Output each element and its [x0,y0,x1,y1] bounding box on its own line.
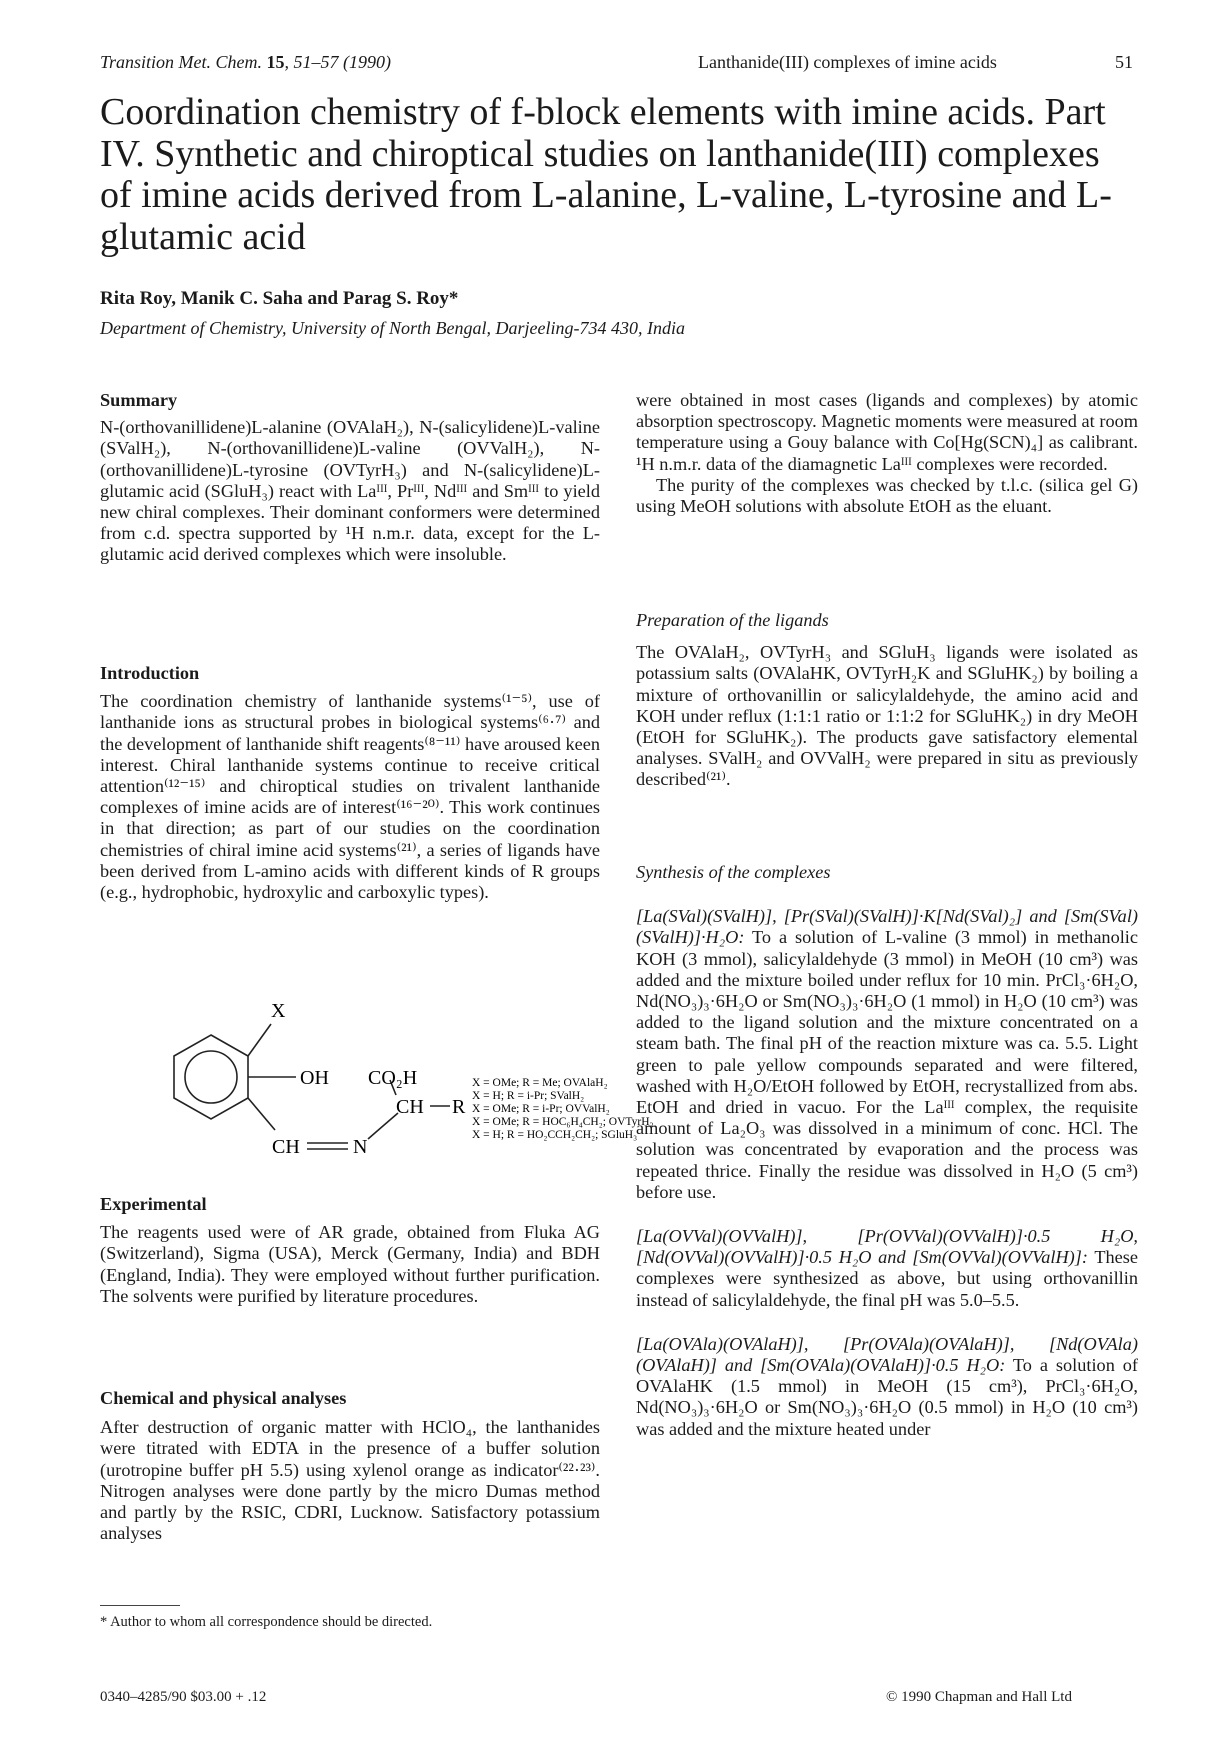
journal-name: Transition Met. Chem. [100,52,263,72]
legend-line: X = OMe; R = Me; OVAlaH₂ [472,1077,608,1089]
analyses-section [100,1388,600,1544]
summary-text: N-(orthovanillidene)L-alanine (OVAlaH₂), N-(salicylidene)L-valine (SValH₂), N-(orthovanillidene)L-valine (OVValH₂), N-(orthovanillidene)L-tyrosine (OVTyrH₃) and N-(salicylidene)L-glutamic acid (SGluH₃) react with Laᴵᴵᴵ, Prᴵᴵᴵ, Ndᴵᴵᴵ and Smᴵᴵᴵ to yield new chiral complexes. Their dominant conformers were determined from c.d. spectra supported by ¹H n.m.r. data, except for the L-glutamic acid derived complexes which were insoluble. [100,417,600,565]
purity-text: The purity of the complexes was checked by t.l.c. (silica gel G) using MeOH solutions with absolute EtOH as the eluant. [636,474,1138,517]
x-label: X [271,1000,286,1022]
article-affiliation: Department of Chemistry, University of North Bengal, Darjeeling-734 430, India [100,318,685,338]
legend-line: X = OMe; R = HOC₆H₄CH₂; OVTyrH₃ [472,1116,654,1128]
analyses-text: After destruction of organic matter with HClO₄, the lanthanides were titrated with EDTA in the presence of a buffer solution (urotropine buffer pH 5.5) using xylenol orange as indicator⁽²²·²³⁾. Nitrogen analyses were done partly by the micro Dumas method and partly by the RSIC, CDRI, Lucknow. Satisfactory potassium analyses [100,1417,600,1544]
experimental-text: The reagents used were of AR grade, obtained from Fluka AG (Switzerland), Sigma (USA), Merck (Germany, India) and BDH (England, India). They were employed without further purification. The solvents were purified by literature procedures. [100,1222,600,1306]
right-column-continuation [636,390,1138,517]
introduction-heading: Introduction [100,663,200,683]
n-ch-bond [368,1113,398,1139]
benzene-ring [174,1035,248,1119]
introduction-section [100,663,600,903]
imine-acid-structure [100,985,654,1170]
analyses-heading: Chemical and physical analyses [100,1388,347,1408]
legend-line: X = H; R = HO₂CCH₂CH₂; SGluH₃ [472,1129,638,1141]
synthesis-heading: Synthesis of the complexes [636,862,831,882]
synthesis-paragraph-2 [636,1226,1138,1311]
footnote-rule [100,1605,180,1606]
footnote: * Author to whom all correspondence should be directed. [100,1614,433,1630]
x-bond [248,1024,271,1056]
synthesis-paragraph-3 [636,1334,1138,1440]
introduction-text: The coordination chemistry of lanthanide systems⁽¹⁻⁵⁾, use of lanthanide ions as structural probes in biological systems⁽⁶·⁷⁾ and the development of lanthanide shift reagents⁽⁸⁻¹¹⁾ have aroused keen interest. Chiral lanthanide systems continue to receive critical attention⁽¹²⁻¹⁵⁾ and chiroptical studies on trivalent lanthanide complexes of imine acids are of interest⁽¹⁶⁻²⁰⁾. This work continues in that direction; as part of our studies on the coordination chemistries of chiral imine acid systems⁽²¹⁾, a series of ligands have been derived from L-amino acids with different kinds of R groups (e.g., hydrophobic, hydroxylic and carboxylic types). [100,691,600,903]
synthesis-paragraph-1 [636,906,1138,1203]
legend-line: X = OMe; R = i-Pr; OVValH₂ [472,1103,610,1115]
synthesis-1-text: To a solution of L-valine (3 mmol) in methanolic KOH (3 mmol), salicylaldehyde (3 mmol) in MeOH (10 cm³) was added and the mixture boiled under reflux for 10 min. PrCl₃·6H₂O, Nd(NO₃)₃·6H₂O or Sm(NO₃)₃·6H₂O (1 mmol) in H₂O (10 cm³) was added to the ligand solution and the mixture concentrated on a steam bath. The final pH of the reaction mixture was ca. 5.5. Light green to pale yellow compounds separated and were filtered, washed with H₂O/EtOH followed by EtOH, recrystallized from abs. EtOH and dried in vacuo. For the Laᴵᴵᴵ complex, the requisite amount of La₂O₃ was dissolved in a minimum of conc. HCl. The solution was concentrated by evaporation and the process was repeated thrice. Finally the residue was dissolved in H₂O (5 cm³) before use. [636,927,1138,1202]
journal-citation [100,52,391,73]
article-title: Coordination chemistry of f-block elements with imine acids. Part IV. Synthetic and chiroptical studies on lanthanide(III) complexes of imine acids derived from L-alanine, L-valine, L-tyrosine and L-glutamic acid [100,91,1112,258]
synthesis-1-compounds: [La(SVal)(SValH)], [Pr(SVal)(SValH)]·K[Nd(SVal)₂] and [Sm(SVal)(SValH)]·H₂O: [636,906,1138,948]
ligands-section [636,610,1138,791]
n-label: N [353,1136,368,1158]
synthesis-3-compounds: [La(OVAla)(OVAlaH)], [Pr(OVAla)(OVAlaH)], [Nd(OVAla)(OVAlaH)] and [Sm(OVAla)(OVAlaH)]·0.5 H₂O: [636,1333,1138,1376]
summary-section [100,390,600,566]
running-title: Lanthanide(III) complexes of imine acids [698,52,997,72]
journal-volume: 15 [266,52,285,72]
oh-label: OH [300,1067,329,1089]
footer-copyright: © 1990 Chapman and Hall Ltd [886,1689,1072,1705]
synthesis-2-compounds: [La(OVVal)(OVValH)], [Pr(OVVal)(OVValH)]·0.5 H₂O, [Nd(OVVal)(OVValH)]·0.5 H₂O and [Sm(OVVal)(OVValH)]: [636,1226,1138,1268]
footer-code: 0340–4285/90 $03.00 + .12 [100,1689,267,1705]
synthesis-section [636,862,1138,1440]
ch-bottom-label: CH [272,1136,300,1158]
page-number: 51 [1115,52,1133,72]
legend-line: X = H; R = i-Pr; SValH₂ [472,1090,585,1102]
ligands-text: The OVAlaH₂, OVTyrH₃ and SGluH₃ ligands were isolated as potassium salts (OVAlaHK, OVTyrH₂K and SGluHK₂) by boiling a mixture of orthovanillin or salicylaldehyde, the amino acid and KOH under reflux (1:1:1 ratio or 1:1:2 for SGluHK₂) in dry MeOH (EtOH for SGluHK₂). The products gave satisfactory elemental analyses. SValH₂ and OVValH₂ were prepared in situ as previously described⁽²¹⁾. [636,642,1138,790]
synthesis-2-text: These complexes were synthesized as above, but using orthovanillin instead of salicylaldehyde, the final pH was 5.0–5.5. [636,1247,1138,1310]
summary-heading: Summary [100,390,178,410]
ch-bond [248,1098,275,1130]
experimental-heading: Experimental [100,1194,207,1214]
experimental-section [100,1194,600,1307]
co2h-label: CO₂H [368,1067,418,1089]
r-label: R [452,1096,466,1118]
journal-pages: , 51–57 (1990) [284,52,392,72]
ch-label: CH [396,1096,424,1118]
structure-legend [472,1077,654,1141]
article-authors: Rita Roy, Manik C. Saha and Parag S. Roy* [100,288,459,309]
ligands-heading: Preparation of the ligands [636,610,829,630]
continuation-text: were obtained in most cases (ligands and complexes) by atomic absorption spectroscopy. Magnetic moments were measured at room temperature using a Gouy balance with Co[Hg(SCN)₄] as calibrant. ¹H n.m.r. data of the diamagnetic Laᴵᴵᴵ complexes were recorded. [636,390,1138,474]
synthesis-3-text: To a solution of OVAlaHK (1.5 mmol) in MeOH (15 cm³), PrCl₃·6H₂O, Nd(NO₃)₃·6H₂O or Sm(NO₃)₃·6H₂O (0.5 mmol) in H₂O (10 cm³) was added and the mixture heated under [636,1355,1138,1439]
